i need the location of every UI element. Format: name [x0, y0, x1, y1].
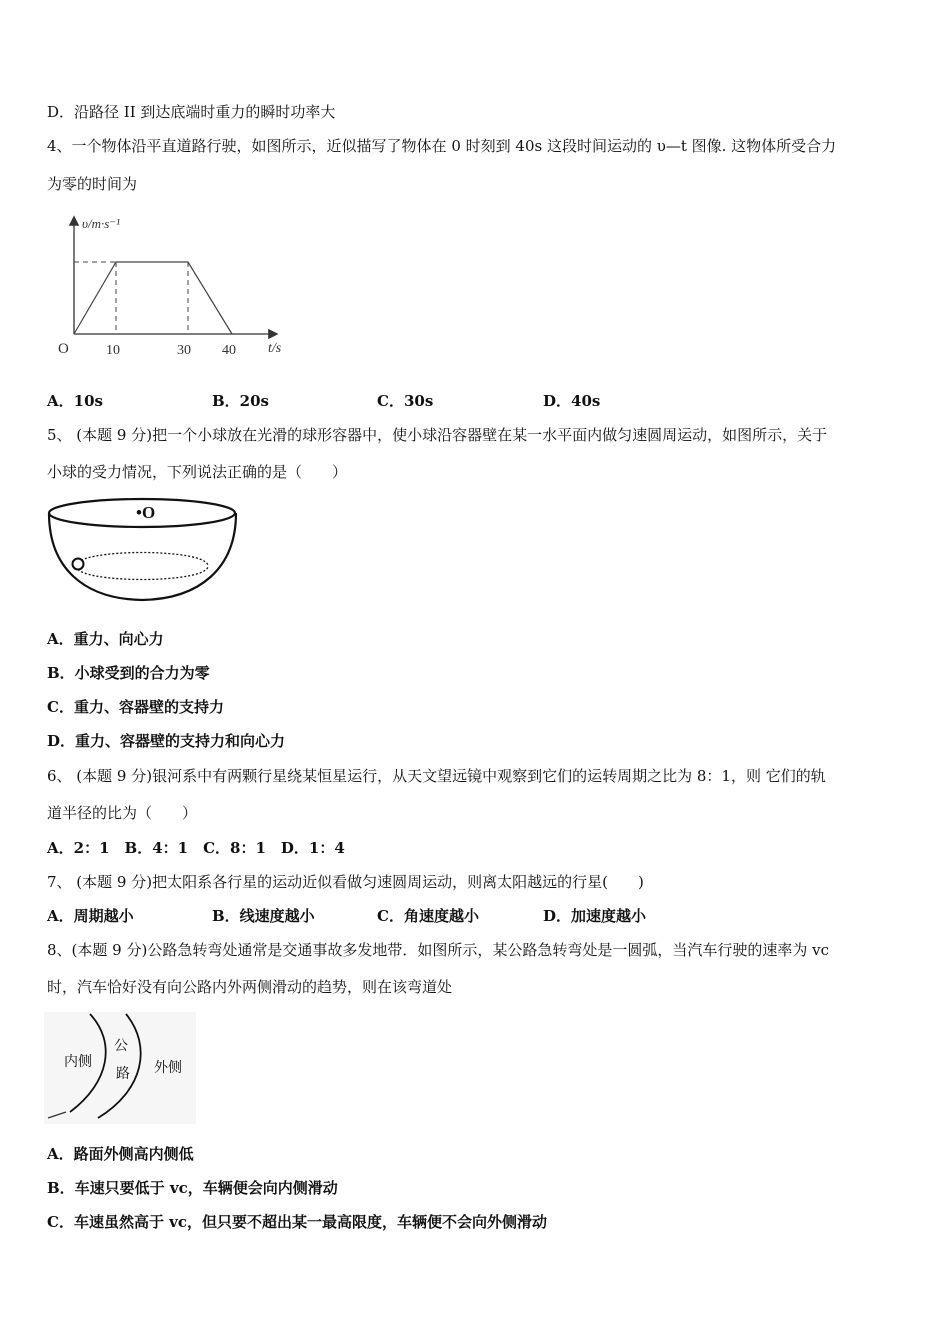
q7-option-d: D．加速度越小 [543, 907, 647, 925]
q5-stem-line1: 5、 (本题 9 分)把一个小球放在光滑的球形容器中，使小球沿容器壁在某一水平面内做匀速圆周运动，如图所示，关于 [47, 426, 828, 444]
q8-stem-line1: 8、(本题 9 分)公路急转弯处通常是交通事故多发地带．如图所示，某公路急转弯处是一圆弧，当汽车行驶的速率为 vc [47, 941, 829, 959]
ball [73, 559, 84, 570]
q3-option-d: D．沿路径 II 到达底端时重力的瞬时功率大 [47, 103, 336, 121]
q8-option-b: B．车速只要低于 vc，车辆便会向内侧滑动 [47, 1179, 338, 1197]
vt-curve [74, 262, 232, 334]
q4-option-d: D．40s [543, 392, 601, 410]
q5-stem-line2: 小球的受力情况，下列说法正确的是（ ） [47, 463, 348, 481]
road-figure [44, 1012, 196, 1124]
inner-side-label: 内侧 [64, 1055, 92, 1070]
q6-options: A．2：1 B．4：1 C．8：1 D．1：4 [47, 839, 345, 857]
q5-option-c: C．重力、容器壁的支持力 [47, 698, 224, 716]
q4-option-c: C．30s [377, 392, 434, 410]
q5-option-b: B．小球受到的合力为零 [47, 664, 210, 682]
q6-stem-line2: 道半径的比为（ ） [47, 804, 198, 822]
q7-option-c: C．角速度越小 [377, 907, 479, 925]
orbit-front [76, 566, 208, 580]
q8-stem-line2: 时，汽车恰好没有向公路内外两侧滑动的趋势，则在该弯道处 [47, 978, 453, 996]
q5-option-d: D．重力、容器壁的支持力和向心力 [47, 732, 286, 750]
q4-option-a: A．10s [47, 392, 103, 410]
bowl-figure [44, 496, 244, 608]
x-axis-label: t/s [268, 341, 282, 356]
q7-stem: 7、 (本题 9 分)把太阳系各行星的运动近似看做匀速圆周运动，则离太阳越远的行星( ) [47, 873, 644, 891]
center-o-label: •O [136, 503, 156, 522]
outer-side-label: 外侧 [154, 1061, 182, 1076]
origin-label: O [58, 341, 69, 357]
q4-stem-line1: 4、一个物体沿平直道路行驶，如图所示，近似描写了物体在 0 时刻到 40s 这段时间运动的 υ—t 图像. 这物体所受合力 [47, 137, 837, 155]
q4-stem-line2: 为零的时间为 [47, 175, 138, 193]
tick-30: 30 [177, 343, 191, 358]
tick-10: 10 [106, 343, 120, 358]
q7-option-b: B．线速度越小 [212, 907, 315, 925]
q7-option-a: A．周期越小 [47, 907, 134, 925]
q6-stem-line1: 6、 (本题 9 分)银河系中有两颗行星绕某恒星运行，从天文望远镜中观察到它们的运转周期之比为 8：1，则 它们的轨 [47, 767, 826, 785]
vt-graph [50, 208, 290, 364]
road-label-2: 路 [116, 1067, 130, 1082]
q4-option-b: B．20s [212, 392, 269, 410]
q5-option-a: A．重力、向心力 [47, 630, 164, 648]
y-axis-label: υ/m·s⁻¹ [82, 216, 121, 231]
orbit-back [76, 553, 208, 567]
q8-option-a: A．路面外侧高内侧低 [47, 1145, 194, 1163]
tick-40: 40 [222, 343, 236, 358]
q8-option-c: C．车速虽然高于 vc，但只要不超出某一最高限度，车辆便不会向外侧滑动 [47, 1213, 548, 1231]
road-label-1: 公 [114, 1039, 128, 1054]
